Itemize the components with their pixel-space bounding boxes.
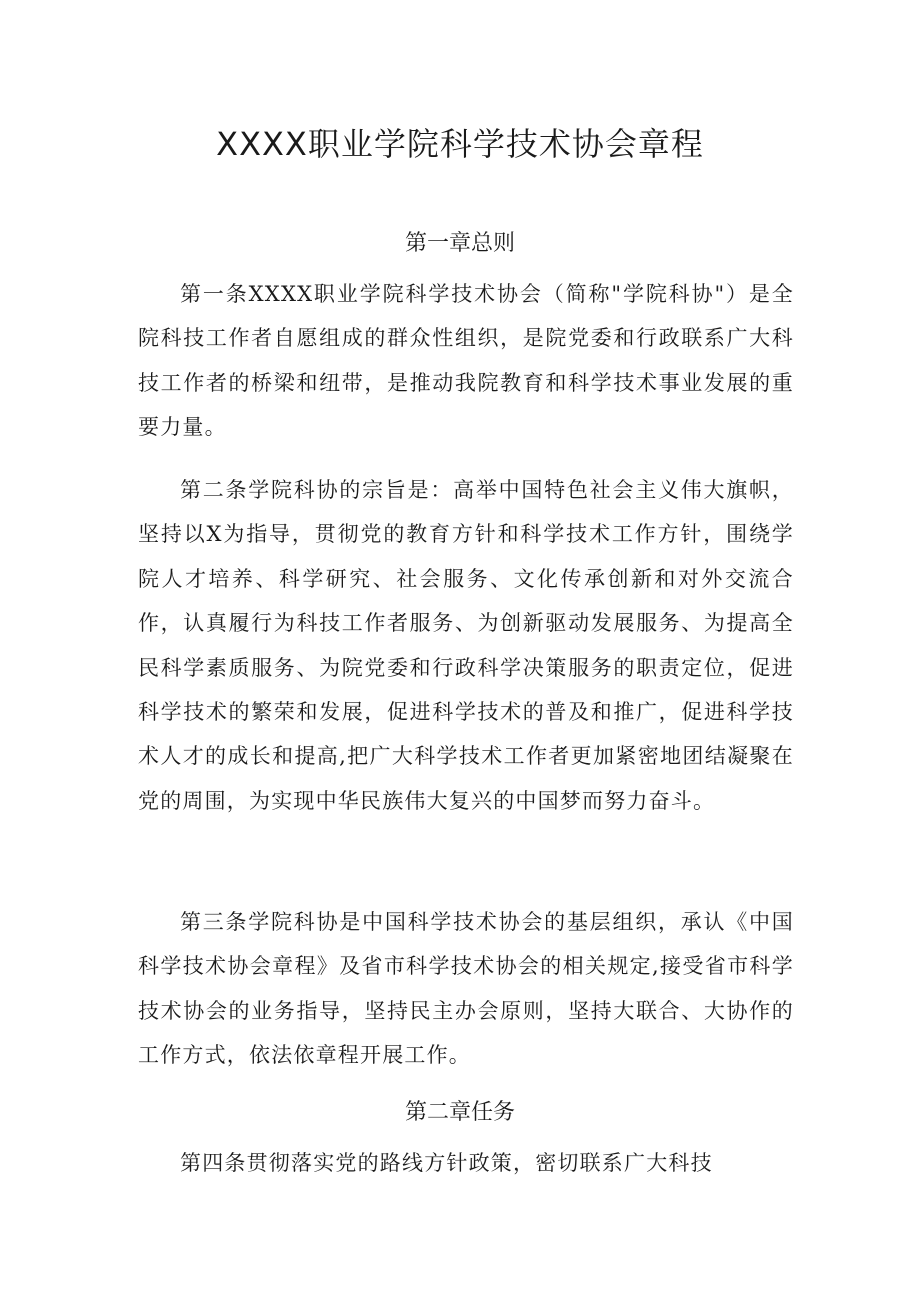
article-1: 第一条XXXX职业学院科学技术协会（简称"学院科协"）是全院科技工作者自愿组成的群众性组织，是院党委和行政联系广大科技工作者的桥梁和纽带，是推动我院教育和科学技术事业发展的重要力量。 [138, 282, 794, 440]
article-4: 第四条贯彻落实党的路线方针政策，密切联系广大科技 [180, 1151, 713, 1175]
chapter-heading-1: 第一章总则 [404, 231, 515, 256]
article-2: 第二条学院科协的宗旨是：高举中国特色社会主义伟大旗帜，坚持以X为指导，贯彻党的教育方针和科学技术工作方针，围绕学院人才培养、科学研究、社会服务、文化传承创新和对外交流合作，认真履行为科技工作者服务、为创新驱动发展服务、为提高全民科学素质服务、为院党委和行政科学决策服务的职责定位，促进科学技术的繁荣和发展，促进科学技术的普及和推广，促进科学技术人才的成长和提高,把广大科学技术工作者更加紧密地团结凝聚在党的周围，为实现中华民族伟大复兴的中国梦而努力奋斗。 [138, 478, 794, 813]
document-title: XXXX职业学院科学技术协会章程 [216, 125, 704, 163]
chapter-heading-2: 第二章任务 [404, 1100, 515, 1125]
article-3: 第三条学院科协是中国科学技术协会的基层组织，承认《中国科学技术协会章程》及省市科学技术协会的相关规定,接受省市科学技术协会的业务指导，坚持民主办会原则，坚持大联合、大协作的工作方式，依法依章程开展工作。 [138, 910, 794, 1068]
